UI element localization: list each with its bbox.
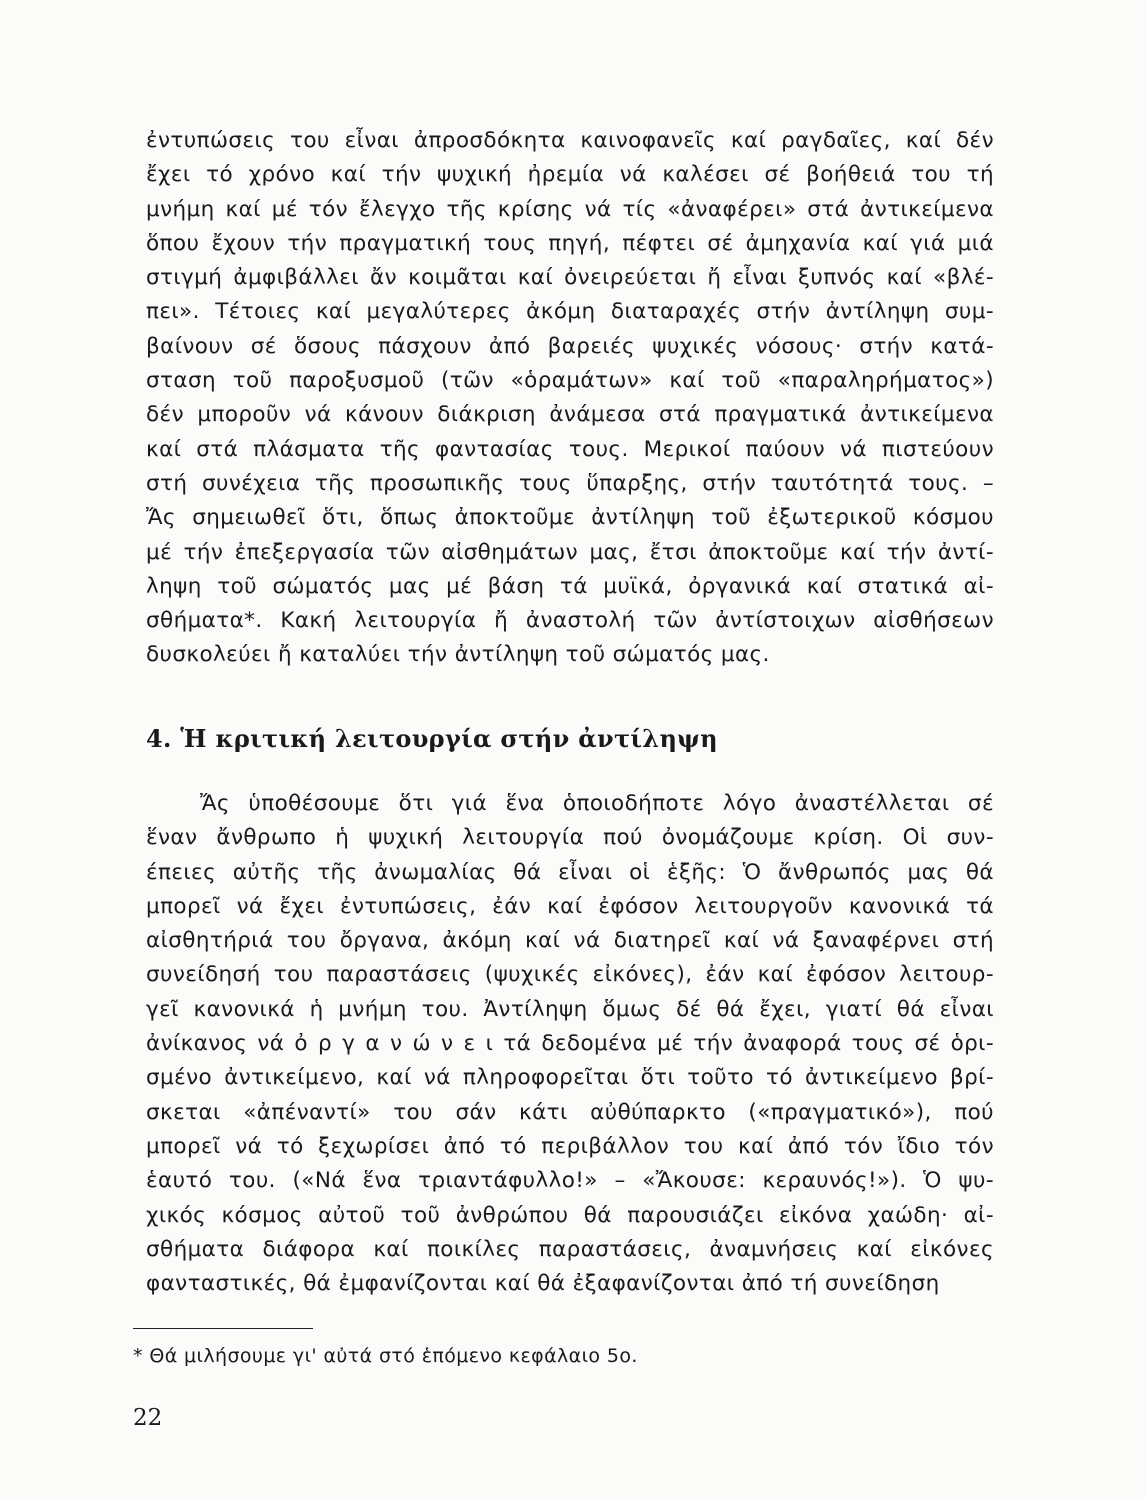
text-line: ἕναν ἄνθρωπο ἡ ψυχική λειτουργία πού ὀνομάζουμε κρίση. Οἱ συν- — [146, 825, 994, 851]
text-line: σμένο ἀντικείμενο, καί νά πληροφορεῖται ὅτι τοῦτο τό ἀντικείμενο βρί- — [146, 1065, 994, 1091]
text-line: σθήματα διάφορα καί ποικίλες παραστάσεις, ἀναμνήσεις καί εἰκόνες — [146, 1236, 994, 1262]
text-line: δυσκολεύει ἤ καταλύει τήν ἀντίληψη τοῦ σώματός μας. — [146, 642, 770, 668]
text-line: σταση τοῦ παροξυσμοῦ (τῶν «ὁραμάτων» καί τοῦ «παραληρήματος») — [146, 368, 994, 394]
text-line: καί στά πλάσματα τῆς φαντασίας τους. Μερικοί παύουν νά πιστεύουν — [146, 436, 994, 462]
text-line: συνείδησή του παραστάσεις (ψυχικές εἰκόνες), ἐάν καί ἐφόσον λειτουρ- — [146, 962, 994, 988]
text-line: ἑαυτό του. («Νά ἕνα τριαντάφυλλο!» – «Ἄκουσε: κεραυνός!»). Ὁ ψυ- — [146, 1168, 994, 1194]
text-line: φανταστικές, θά ἐμφανίζονται καί θά ἐξαφανίζονται ἀπό τή συνείδηση — [146, 1271, 940, 1297]
text-line: ὅπου ἔχουν τήν πραγματική τους πηγή, πέφτει σέ ἀμηχανία καί γιά μιά — [146, 230, 994, 256]
text-line: σθήματα*. Κακή λειτουργία ἤ ἀναστολή τῶν ἀντίστοιχων αἰσθήσεων — [146, 608, 994, 634]
section-heading: 4. Ἡ κριτική λειτουργία στήν ἀντίληψη — [146, 724, 718, 753]
text-line: ἔχει τό χρόνο καί τήν ψυχική ἠρεμία νά καλέσει σέ βοήθειά του τή — [146, 162, 994, 188]
text-line: μπορεῖ νά τό ξεχωρίσει ἀπό τό περιβάλλον του καί ἀπό τόν ἴδιο τόν — [146, 1133, 994, 1159]
text-line: χικός κόσμος αὐτοῦ τοῦ ἀνθρώπου θά παρουσιάζει εἰκόνα χαώδη· αἰ- — [146, 1202, 994, 1228]
text-line: ληψη τοῦ σώματός μας μέ βάση τά μυϊκά, ὀργανικά καί στατικά αἰ- — [146, 573, 994, 599]
text-line: βαίνουν σέ ὅσους πάσχουν ἀπό βαρειές ψυχικές νόσους· στήν κατά- — [146, 333, 994, 359]
paragraph-perception-disorders — [146, 124, 994, 673]
text-line: δέν μποροῦν νά κάνουν διάκριση ἀνάμεσα στά πραγματικά ἀντικείμενα — [146, 402, 994, 428]
text-line: μνήμη καί μέ τόν ἔλεγχο τῆς κρίσης νά τίς «ἀναφέρει» στά ἀντικείμενα — [146, 196, 994, 222]
text-line: αἰσθητήριά του ὄργανα, ἀκόμη καί νά διατηρεῖ καί νά ξαναφέρνει στή — [146, 928, 994, 954]
text-line: στή συνέχεια τῆς προσωπικῆς τους ὕπαρξης, στήν ταυτότητά τους. – — [146, 470, 994, 496]
footnote: * Θά μιλήσουμε γι' αὐτά στό ἑπόμενο κεφάλαιο 5ο. — [133, 1345, 638, 1367]
text-line: σκεται «ἀπέναντί» του σάν κάτι αὐθύπαρκτο («πραγματικό»), πού — [146, 1099, 994, 1125]
text-line: γεῖ κανονικά ἡ μνήμη του. Ἀντίληψη ὅμως δέ θά ἔχει, γιατί θά εἶναι — [146, 996, 994, 1022]
text-line: έπειες αὐτῆς τῆς ἀνωμαλίας θά εἶναι οἱ ἑξῆς: Ὁ ἄνθρωπός μας θά — [146, 859, 994, 885]
footnote-divider — [133, 1328, 313, 1329]
paragraph-critical-function — [146, 787, 994, 1301]
text-line: πει». Τέτοιες καί μεγαλύτερες ἀκόμη διαταραχές στήν ἀντίληψη συμ- — [146, 299, 994, 325]
text-line: Ἄς σημειωθεῖ ὅτι, ὅπως ἀποκτοῦμε ἀντίληψη τοῦ ἐξωτερικοῦ κόσμου — [146, 505, 994, 531]
text-line: Ἄς ὑποθέσουμε ὅτι γιά ἕνα ὁποιοδήποτε λόγο ἀναστέλλεται σέ — [200, 791, 994, 816]
text-line: ἀνίκανος νά ὀ ρ γ α ν ώ ν ε ι τά δεδομένα μέ τήν ἀναφορά τους σέ ὁρι- — [146, 1031, 994, 1057]
text-line: μπορεῖ νά ἔχει ἐντυπώσεις, ἐάν καί ἐφόσον λειτουργοῦν κανονικά τά — [146, 893, 994, 919]
text-line: στιγμή ἀμφιβάλλει ἄν κοιμᾶται καί ὀνειρεύεται ἤ εἶναι ξυπνός καί «βλέ- — [146, 265, 994, 291]
text-line: μέ τήν ἐπεξεργασία τῶν αἰσθημάτων μας, ἔτσι ἀποκτοῦμε καί τήν ἀντί- — [146, 539, 994, 565]
page-number: 22 — [133, 1405, 163, 1431]
text-line: ἐντυπώσεις του εἶναι ἀπροσδόκητα καινοφανεῖς καί ραγδαῖες, καί δέν — [146, 128, 994, 153]
